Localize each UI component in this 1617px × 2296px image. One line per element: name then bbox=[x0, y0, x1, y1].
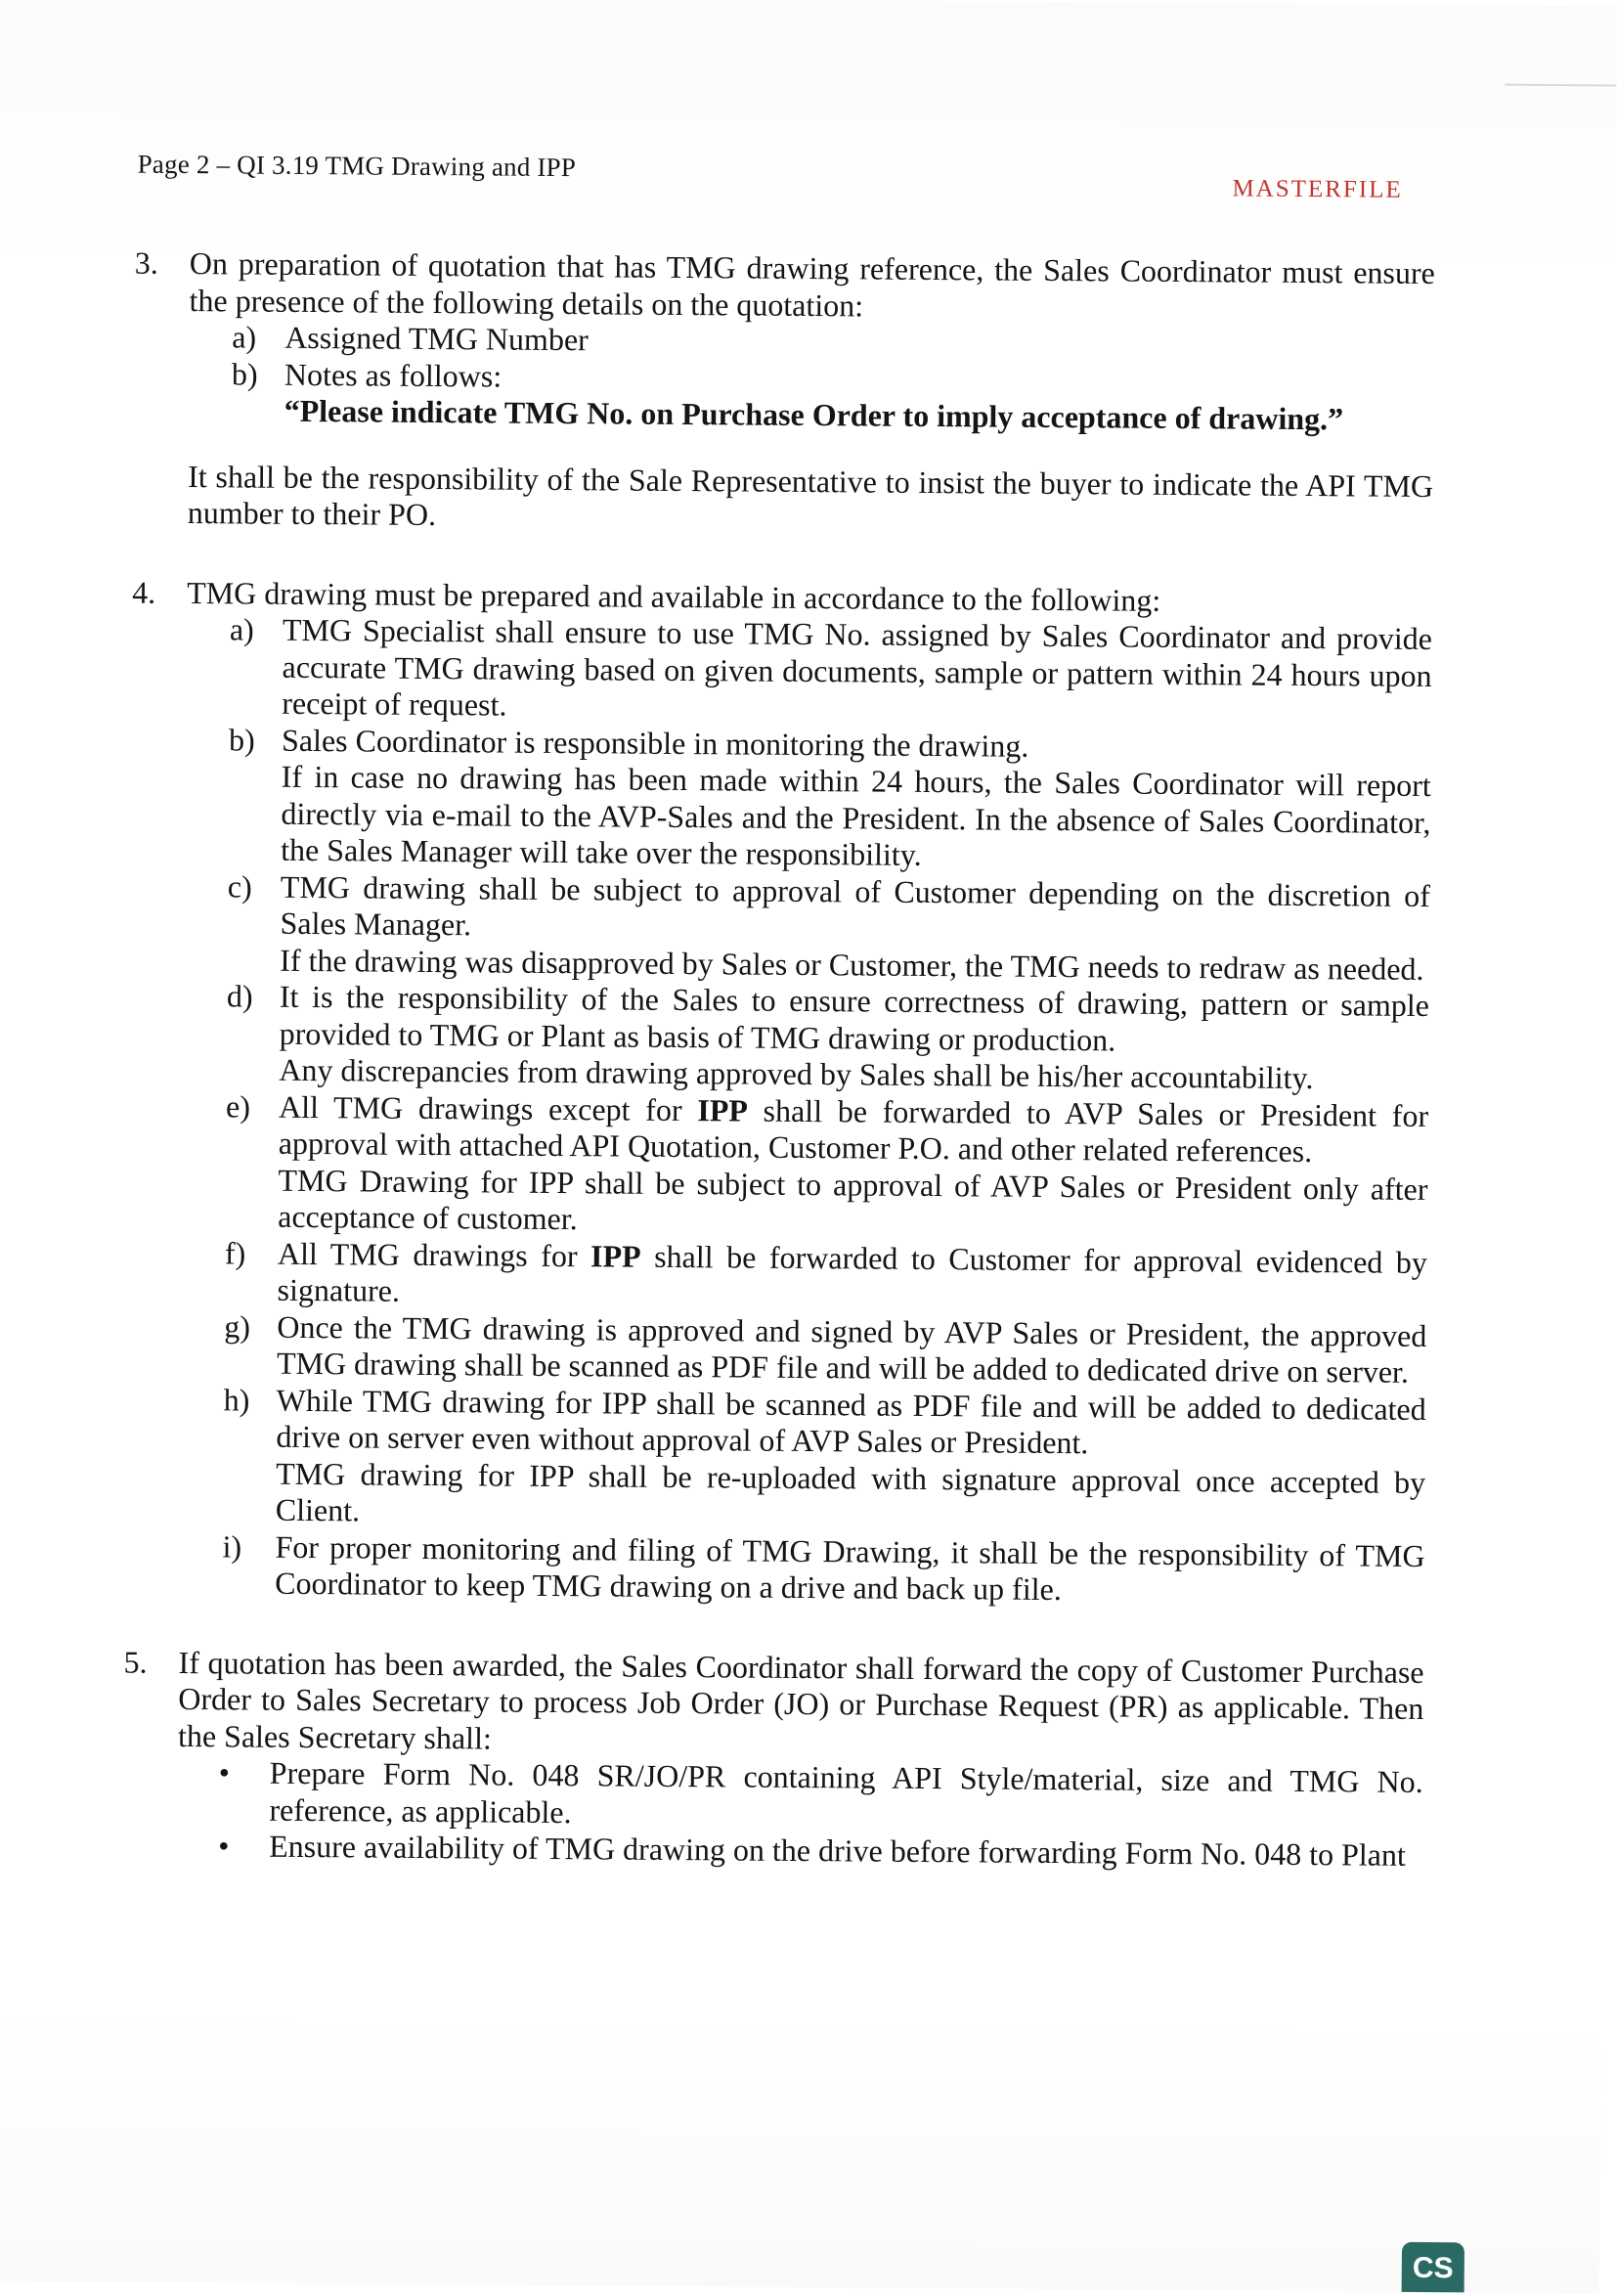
list-marker: i) bbox=[222, 1527, 242, 1564]
section-number: 5. bbox=[123, 1644, 148, 1680]
page-edge-line bbox=[1505, 84, 1616, 87]
bullet-dot: • bbox=[218, 1754, 231, 1790]
masterfile-stamp: MASTERFILE bbox=[1232, 175, 1403, 203]
quoted-note: “Please indicate TMG No. on Purchase Order to imply acceptance of drawing.” bbox=[284, 392, 1344, 437]
list-marker: c) bbox=[227, 867, 252, 905]
list-item-text: TMG Specialist shall ensure to use TMG No. assigned by Sales Coordinator and provide accurate TMG drawing based on given documents, sample or pattern within 24 hours upon receipt of request. bbox=[282, 611, 1433, 723]
list-marker: g) bbox=[224, 1307, 251, 1345]
list-item-text: It is the responsibility of the Sales to ensure correctness of drawing, pattern or sample provided to TMG or Plant as basis of TMG drawing or production. bbox=[279, 978, 1430, 1058]
list-item-text: TMG drawing shall be subject to approval of Customer depending on the discretion of Sales Manager. bbox=[280, 868, 1430, 943]
section-number: 4. bbox=[132, 574, 156, 610]
list-item-text bbox=[277, 1235, 1427, 1317]
list-item-text: Once the TMG drawing is approved and signed by AVP Sales or President, the approved TMG drawing shall be scanned as PDF file and will be added to dedicated drive on server. bbox=[276, 1308, 1427, 1390]
list-item-text bbox=[279, 1088, 1429, 1170]
list-marker: a) bbox=[232, 319, 257, 355]
list-item-text: If in case no drawing has been made within 24 hours, the Sales Coordinator will report directly via e-mail to the AVP-Sales and the President. In the absence of Sales Coordinator, the Sales Manager will take over the responsibility. bbox=[281, 758, 1431, 872]
ipp-emphasis: IPP bbox=[590, 1237, 641, 1274]
list-item-text: Assigned TMG Number bbox=[284, 319, 589, 358]
bullet-item bbox=[122, 1754, 1423, 1837]
list-item-text: If the drawing was disapproved by Sales or Customer, the TMG needs to redraw as needed. bbox=[280, 942, 1424, 987]
responsibility-paragraph: It shall be the responsibility of the Sale Representative to insist the buyer to indicate the API TMG number to their PO. bbox=[187, 458, 1434, 533]
list-marker: a) bbox=[229, 611, 254, 647]
ipp-emphasis: IPP bbox=[697, 1091, 749, 1128]
list-item-text: Notes as follows: bbox=[284, 356, 503, 394]
list-marker: b) bbox=[228, 721, 255, 758]
list-item-text: TMG Drawing for IPP shall be subject to approval of AVP Sales or President only after acceptance of customer. bbox=[278, 1162, 1428, 1237]
section-number: 3. bbox=[134, 244, 159, 281]
camscanner-logo: CS bbox=[1402, 2242, 1464, 2293]
list-item-text: While TMG drawing for IPP shall be scanned as PDF file and will be added to dedicated drive on server even without approval of AVP Sales or President. bbox=[276, 1382, 1426, 1461]
bullet-text: Ensure availability of TMG drawing on the drive before forwarding Form No. 048 to Plant bbox=[269, 1828, 1406, 1873]
list-marker: b) bbox=[231, 355, 258, 392]
bullet-dot: • bbox=[218, 1828, 230, 1864]
list-marker: h) bbox=[223, 1381, 250, 1418]
list-item-text: TMG drawing for IPP shall be re-uploaded with signature approval once accepted by Client. bbox=[275, 1455, 1426, 1528]
list-marker: d) bbox=[226, 978, 253, 1014]
list-marker: f) bbox=[224, 1234, 246, 1271]
list-item bbox=[126, 1307, 1427, 1391]
list-item bbox=[127, 1087, 1428, 1244]
section-3 bbox=[134, 245, 1435, 329]
text-run: All TMG drawings except for bbox=[278, 1088, 698, 1127]
document-body bbox=[122, 245, 1435, 1875]
text-run: All TMG drawings for bbox=[277, 1235, 591, 1273]
list-item-text: Sales Coordinator is responsible in monitoring the drawing. bbox=[281, 722, 1029, 764]
list-item-text: Any discrepancies from drawing approved by Sales shall be his/her accountability. bbox=[279, 1051, 1314, 1096]
page-header-title: Page 2 – QI 3.19 TMG Drawing and IPP bbox=[137, 149, 577, 183]
text-run: shall be forwarded to AVP Sales or President for approval with attached API Quotation, Customer P.O. and other related references. bbox=[278, 1092, 1429, 1170]
text-run: shall be forwarded to Customer for approval evidenced by signature. bbox=[277, 1238, 1428, 1308]
list-item-text: For proper monitoring and filing of TMG Drawing, it shall be the responsibility of TMG Coordinator to keep TMG drawing on a drive and back up file. bbox=[275, 1528, 1425, 1608]
list-item bbox=[125, 1381, 1426, 1537]
list-item bbox=[131, 611, 1432, 731]
list-item bbox=[130, 721, 1431, 877]
list-marker: e) bbox=[225, 1087, 251, 1125]
list-item bbox=[124, 1527, 1425, 1611]
list-item bbox=[129, 867, 1430, 988]
list-item bbox=[128, 978, 1429, 1098]
section-3-text: On preparation of quotation that has TMG drawing reference, the Sales Coordinator must ensure the presence of the following details on the quotation: bbox=[189, 245, 1435, 323]
section-4-text: TMG drawing must be prepared and available in accordance to the following: bbox=[187, 574, 1161, 618]
section-5-text: If quotation has been awarded, the Sales Coordinator shall forward the copy of Customer Purchase Order to Sales Secretary to process Job Order (JO) or Purchase Request (PR) as applicable. Then the Sales Secretary shall: bbox=[177, 1644, 1424, 1756]
list-item bbox=[126, 1234, 1427, 1317]
section-5 bbox=[123, 1644, 1424, 1764]
bullet-text: Prepare Form No. 048 SR/JO/PR containing API Style/material, size and TMG No. reference, as applicable. bbox=[269, 1754, 1423, 1830]
